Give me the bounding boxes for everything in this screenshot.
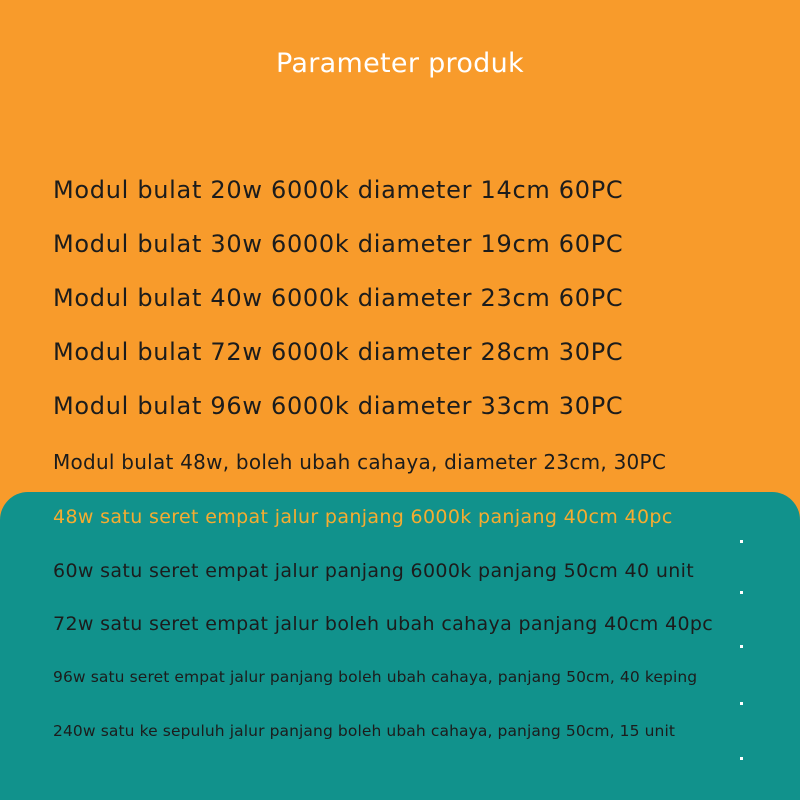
product-line-round-96w: Modul bulat 96w 6000k diameter 33cm 30PC <box>53 392 624 420</box>
bullet-dot <box>740 702 743 705</box>
product-line-round-30w: Modul bulat 30w 6000k diameter 19cm 60PC <box>53 230 624 258</box>
bullet-dot <box>740 591 743 594</box>
bullet-dot <box>740 645 743 648</box>
page-title: Parameter produk <box>276 48 524 79</box>
product-line-strip-48w: 48w satu seret empat jalur panjang 6000k panjang 40cm 40pc <box>53 506 673 528</box>
product-line-strip-240w: 240w satu ke sepuluh jalur panjang boleh ubah cahaya, panjang 50cm, 15 unit <box>53 722 676 740</box>
product-line-round-20w: Modul bulat 20w 6000k diameter 14cm 60PC <box>53 176 624 204</box>
product-line-strip-96w: 96w satu seret empat jalur panjang boleh ubah cahaya, panjang 50cm, 40 keping <box>53 668 698 686</box>
bullet-dot <box>740 540 743 543</box>
teal-panel <box>0 492 800 800</box>
product-line-strip-72w: 72w satu seret empat jalur boleh ubah cahaya panjang 40cm 40pc <box>53 613 714 635</box>
product-line-round-40w: Modul bulat 40w 6000k diameter 23cm 60PC <box>53 284 624 312</box>
product-line-round-72w: Modul bulat 72w 6000k diameter 28cm 30PC <box>53 338 624 366</box>
bullet-dot <box>740 757 743 760</box>
product-line-round-48w: Modul bulat 48w, boleh ubah cahaya, diameter 23cm, 30PC <box>53 450 667 474</box>
product-line-strip-60w: 60w satu seret empat jalur panjang 6000k panjang 50cm 40 unit <box>53 560 695 582</box>
